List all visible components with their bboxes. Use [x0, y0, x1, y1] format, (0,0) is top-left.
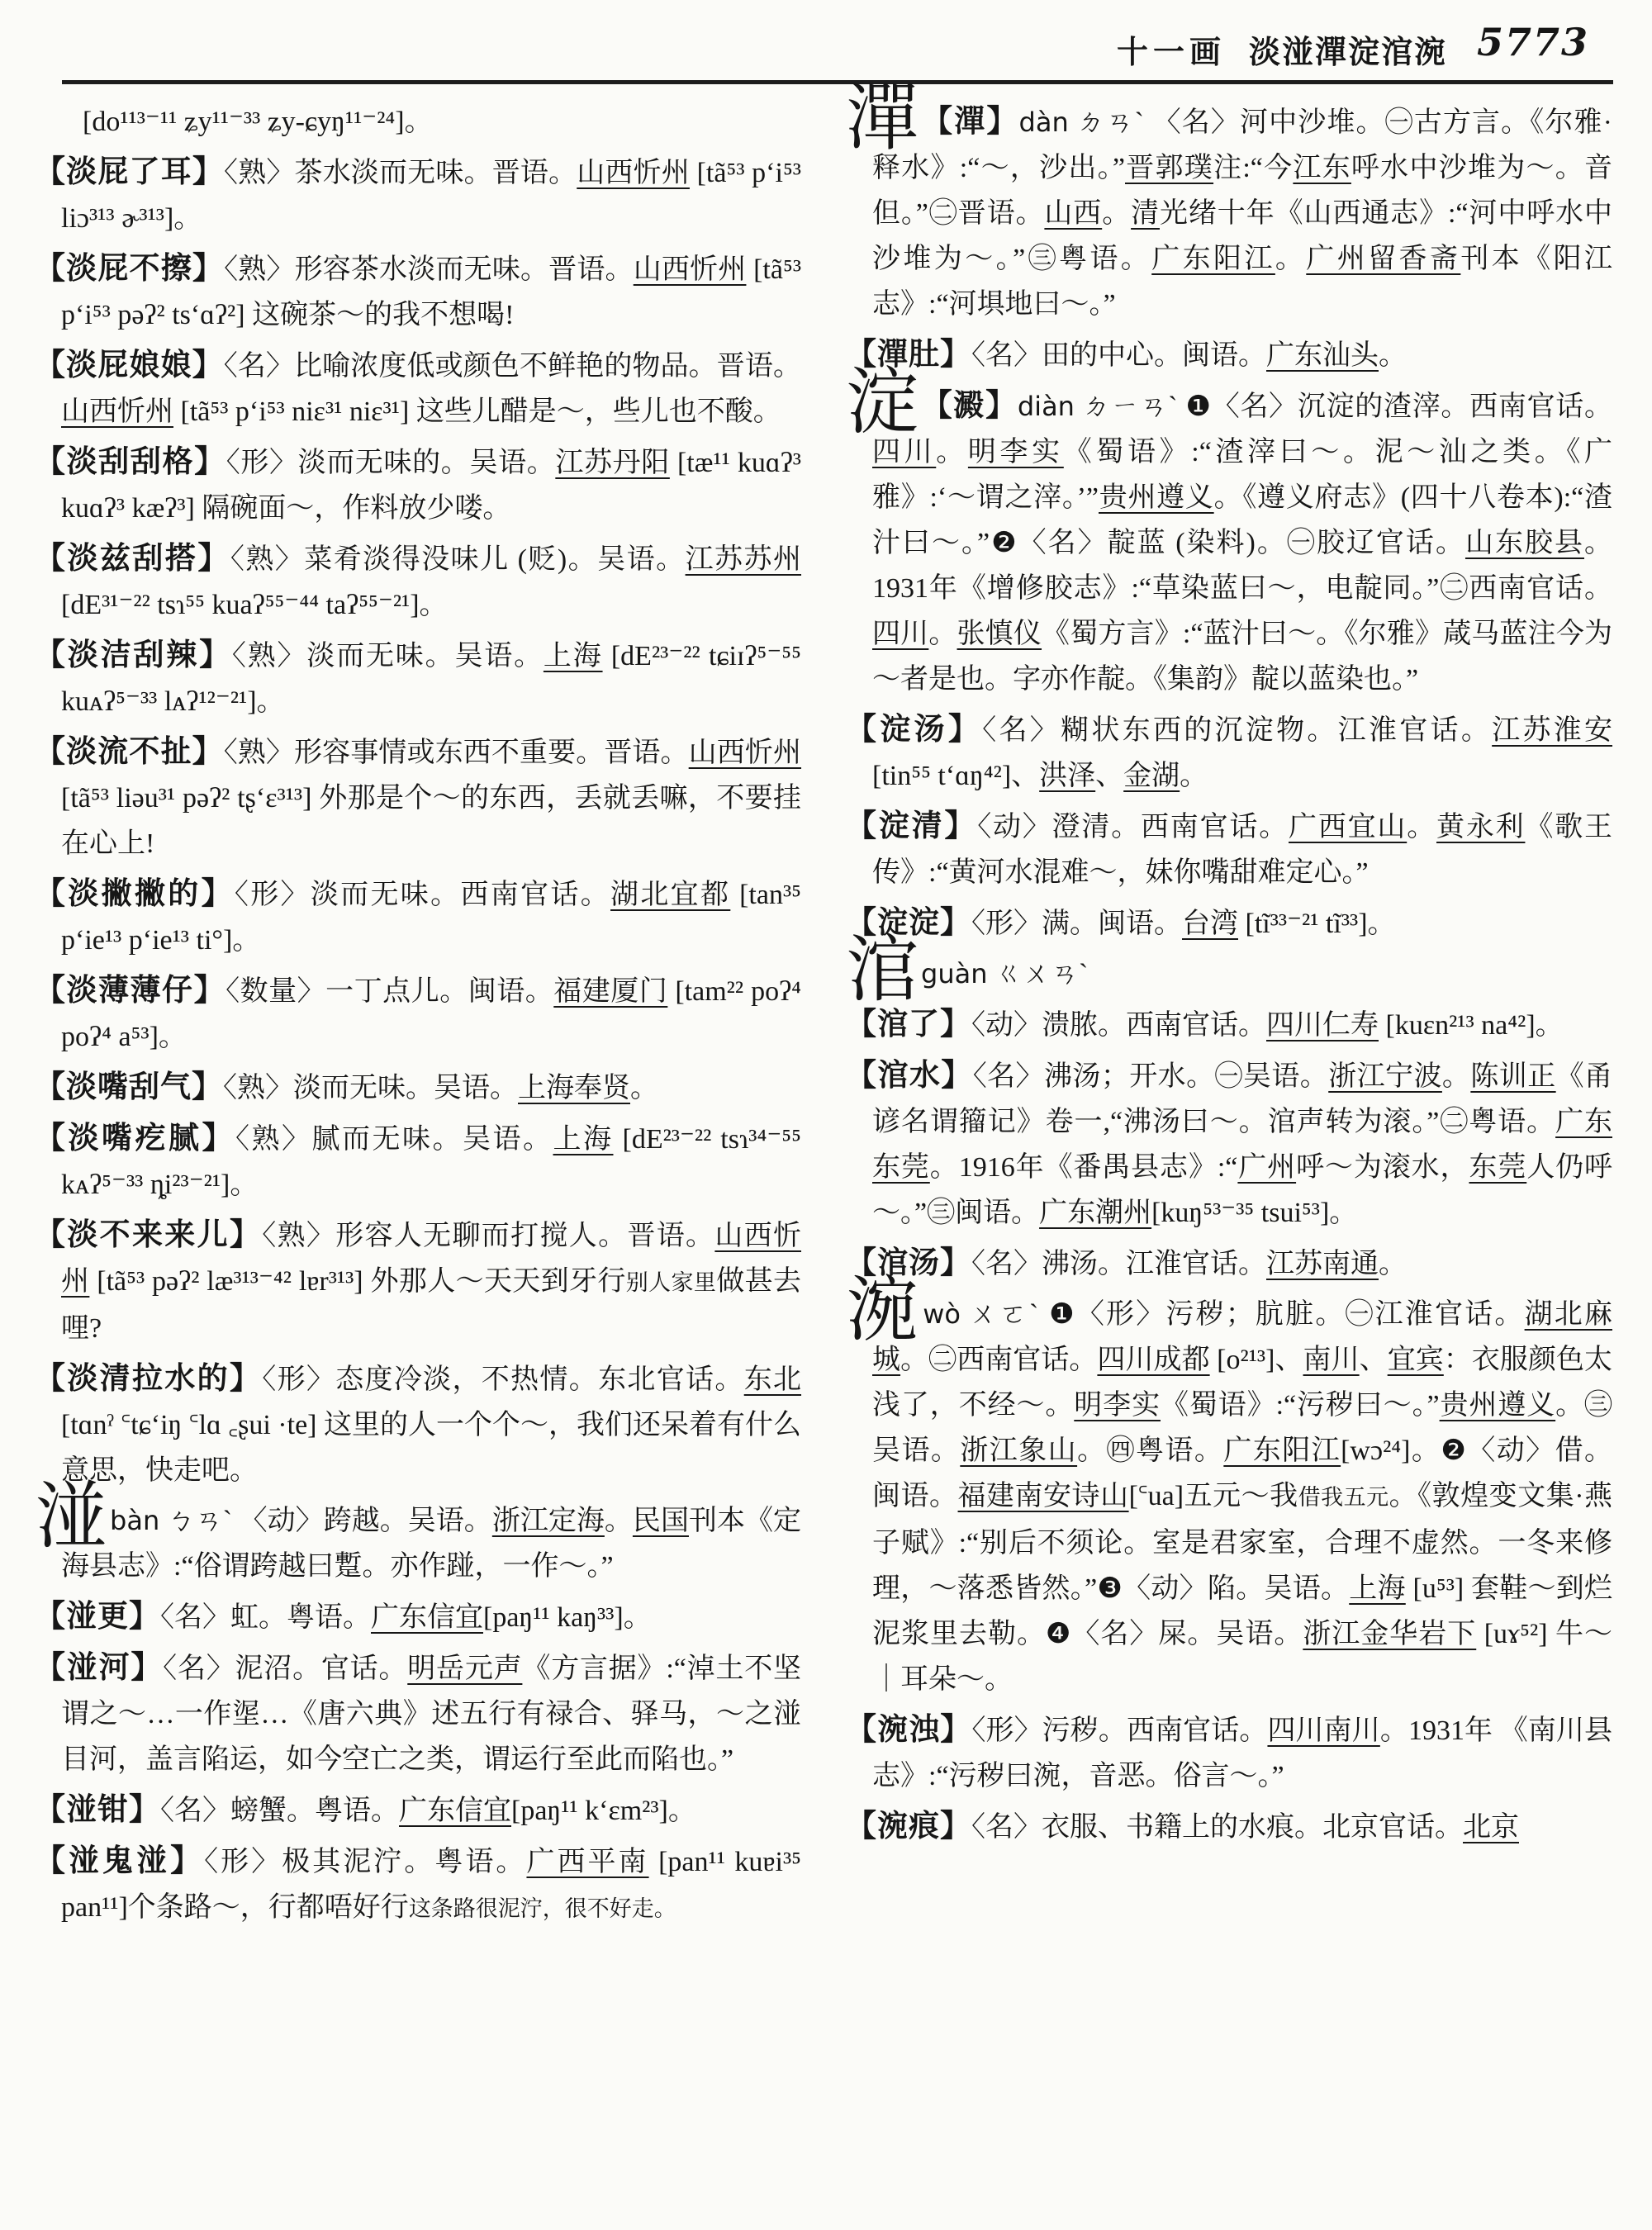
dict-entry: 【淡屁了耳】〈熟〉茶水淡而无味。晋语。山西忻州 [tã⁵³ p‘i⁵³ liɔ³¹³ ɚ³¹³]。 [35, 155, 802, 234]
proper-noun-underlined: 山西忻州 [577, 158, 690, 188]
proper-noun-underlined: 江苏苏州 [685, 544, 802, 575]
section-headword-char: 湴 [35, 1478, 111, 1558]
proper-noun-underlined: 广州留香斋 [1306, 244, 1461, 274]
entry-headword: 【湴河】 [35, 1651, 164, 1685]
entry-headword: 【淡兹刮搭】 [35, 542, 230, 576]
proper-noun-underlined: 东莞 [1469, 1152, 1527, 1183]
entry-headword: 【涴痕】 [846, 1810, 971, 1843]
proper-noun-underlined: 四川南川 [1267, 1715, 1380, 1746]
proper-noun-underlined: 北京 [1463, 1812, 1519, 1843]
small-gloss: 这条路很泥泞，很不好走。 [408, 1896, 676, 1921]
header-rule [62, 80, 1613, 84]
proper-noun-underlined: 民国 [632, 1506, 689, 1536]
dict-entry: 【湴河】〈名〉泥沼。官话。明岳元声《方言据》:“淖土不坚谓之～…一作埿…《唐六典》述五行有禄合、驿马，～之湴目河，盖言陷运，如今空亡之类，谓运行至此而陷也。” [35, 1651, 802, 1775]
entry-headword: 【淡撇撇的】 [35, 877, 235, 911]
small-gloss: 借我五元 [1298, 1485, 1389, 1510]
entry-headword: 【淡流不扯】 [35, 735, 224, 769]
pinyin: dàn [1018, 107, 1069, 138]
entry-headword: 【湴钳】 [35, 1793, 160, 1827]
dict-entry: 【淡兹刮搭】〈熟〉菜肴淡得没味儿 (贬)。吴语。江苏苏州 [dE³¹⁻²² tsɿ⁵⁵ kuaʔ⁵⁵⁻⁴⁴ taʔ⁵⁵⁻²¹]。 [35, 542, 802, 620]
dict-entry: 【淡屁娘娘】〈名〉比喻浓度低或颜色不鲜艳的物品。晋语。山西忻州 [tã⁵³ p‘i⁵³ niɛ³¹ niɛ³¹] 这些儿醋是～，些儿也不酸。 [35, 349, 802, 427]
dict-entry: 【涴痕】〈名〉衣服、书籍上的水痕。北京官话。北京 [846, 1810, 1519, 1843]
pinyin: bàn [110, 1505, 160, 1536]
dict-entry: 【淡嘴疙腻】〈熟〉腻而无味。吴语。上海 [dE²³⁻²² tsɿ³⁴⁻⁵⁵ kᴀʔ⁵⁻³³ ȵi²³⁻²¹]。 [35, 1122, 802, 1200]
proper-noun-underlined: 广西宜山 [1289, 812, 1408, 842]
section-headword-char: 淀 [846, 363, 922, 444]
proper-noun-underlined: 宜宾 [1387, 1345, 1444, 1375]
entry-headword: 【淡不来来儿】 [35, 1218, 263, 1252]
proper-noun-underlined: 明李实 [967, 437, 1064, 467]
proper-noun-underlined: 山西 [1044, 198, 1103, 229]
proper-noun-underlined: 浙江象山 [960, 1435, 1078, 1466]
proper-noun-underlined: 广东信宜 [399, 1796, 511, 1826]
dict-entry: 涴wò ㄨㄛˋ ❶〈形〉污秽；肮脏。㊀江淮官话。湖北麻城。㊁西南官话。四川成都 [o²¹³]、南川、宜宾：衣服颜色太浅了，不经～。明李实《蜀语》:“污秽曰～。”贵州遵义。㊂吴语。浙江象山。㊃粤语。广东阳江[wɔ²⁴]。❷〈动〉借。闽语。福建南安诗山[꜂ua]五元～我借我五元。《敦煌变文集·燕子赋》:“别后不须论。室是君家室，合理不虚然。一冬来修理，～落悉皆然。”❸〈动〉陷。吴语。上海 [u⁵³] 套鞋～到烂泥浆里去勒。❹〈名〉屎。吴语。浙江金华岩下 [uɤ⁵²] 牛～｜耳朵～。 [846, 1271, 1613, 1695]
entry-headword: 【潬肚】 [846, 338, 971, 372]
dict-entry: 【淡洁刮辣】〈熟〉淡而无味。吴语。上海 [dE²³⁻²² tɕiɪʔ⁵⁻⁵⁵ kuᴀʔ⁵⁻³³ lᴀʔ¹²⁻²¹]。 [35, 638, 802, 717]
entry-headword: 【湴鬼湴】 [35, 1844, 205, 1878]
proper-noun-underlined: 江苏淮安 [1492, 715, 1613, 746]
entry-headword: 【淡清拉水的】 [35, 1362, 263, 1396]
proper-noun-underlined: 明李实 [1074, 1390, 1161, 1421]
proper-noun-underlined: 贵州遵义 [1099, 482, 1214, 513]
proper-noun-underlined: 广东信宜 [371, 1602, 483, 1633]
dict-entry: 【淡嘴刮气】〈熟〉淡而无味。吴语。上海奉贤。 [35, 1070, 658, 1104]
proper-noun-underlined: 浙江宁波 [1328, 1061, 1442, 1092]
proper-noun-underlined: 四川 [872, 437, 937, 467]
proper-noun-underlined: 清 [1131, 198, 1160, 229]
dict-entry: 【淡刮刮格】〈形〉淡而无味的。吴语。江苏丹阳 [tæ¹¹ kuɑʔ³ kuɑʔ³ kæʔ³] 隔碗面～，作料放少喽。 [35, 445, 801, 524]
proper-noun-underlined: 陈训正 [1470, 1061, 1556, 1092]
dict-entry: 【涴浊】〈形〉污秽。西南官话。四川南川。1931年 《南川县志》:“污秽曰涴，音恶。俗言～。” [846, 1713, 1613, 1791]
proper-noun-underlined: 明岳元声 [407, 1654, 523, 1684]
proper-noun-underlined: 广东汕头 [1266, 340, 1379, 371]
proper-noun-underlined: 东北 [743, 1364, 802, 1395]
entry-headword: 【湴更】 [35, 1600, 160, 1634]
entry-headword: 【涫了】 [846, 1008, 971, 1041]
dict-entry: 【淡屁不擦】〈熟〉形容茶水淡而无味。晋语。山西忻州 [tã⁵³ p‘i⁵³ pəʔ² ts‘ɑʔ²] 这碗茶～的我不想喝! [35, 252, 802, 330]
proper-noun-underlined: 山西忻州 [61, 1221, 802, 1297]
proper-noun-underlined: 广西平南 [526, 1847, 649, 1877]
proper-noun-underlined: 南川 [1303, 1345, 1360, 1375]
proper-noun-underlined: 上海 [1349, 1573, 1406, 1604]
dict-entry: 淀【澱】diàn ㄉㄧㄢˋ ❶〈名〉沉淀的渣滓。西南官话。四川。明李实《蜀语》:“渣滓曰～。泥～汕之类。《广雅》:‘～谓之滓。’”贵州遵义。《遵义府志》(四十八卷本):“渣汁曰～。”❷〈名〉靛蓝 (染料)。㊀胶辽官话。山东胶县。1931年《增修胶志》:“草染蓝曰～，电靛同。”㊁西南官话。四川。张慎仪《蜀方言》:“蓝汁曰～。《尔雅》葴马蓝注今为～者是也。字亦作靛。《集韵》靛以蓝染也。” [846, 363, 1613, 695]
dict-entry: 【淡撇撇的】〈形〉淡而无味。西南官话。湖北宜都 [tan³⁵ p‘ie¹³ p‘ie¹³ ti°]。 [35, 877, 802, 956]
dict-entry: 湴bàn ㄅㄢˋ 〈动〉跨越。吴语。浙江定海。民国刊本《定海县志》:“俗谓跨越曰蹔。亦作踫，一作～。” [35, 1478, 802, 1582]
header-char-range: 淡湴潬淀涫涴 [1249, 36, 1448, 70]
dict-entry: 【湴钳】〈名〉螃蟹。粤语。广东信宜[paŋ¹¹ k‘ɛm²³]。 [35, 1793, 696, 1827]
proper-noun-underlined: 广州 [1237, 1152, 1297, 1183]
entry-headword: 【澱】 [921, 389, 1018, 423]
proper-noun-underlined: 四川仁寿 [1266, 1010, 1379, 1041]
dict-entry: 【湴鬼湴】〈形〉极其泥泞。粤语。广西平南 [pan¹¹ kuɐi³⁵ pan¹¹]个条路～，行都唔好行这条路很泥泞，很不好走。 [35, 1844, 802, 1923]
proper-noun-underlined: 四川 [872, 619, 929, 649]
proper-noun-underlined: 广东阳江 [1223, 1435, 1341, 1466]
entry-headword: 【淡屁不擦】 [35, 252, 225, 286]
proper-noun-underlined: 台湾 [1182, 909, 1238, 939]
proper-noun-underlined: 四川成都 [1097, 1345, 1210, 1375]
entry-headword: 【淡嘴疙腻】 [35, 1122, 235, 1155]
dict-entry: 【淀清】〈动〉澄清。西南官话。广西宜山。黄永利《歌王传》:“黄河水混难～，妹你嘴甜难定心。” [846, 809, 1613, 888]
small-gloss: 别人家里 [625, 1270, 717, 1295]
entry-headword: 【涫汤】 [846, 1246, 971, 1280]
right-column [846, 79, 1613, 1855]
proper-noun-underlined: 广东潮州 [1039, 1198, 1152, 1228]
entry-headword: 【涴浊】 [846, 1713, 972, 1747]
proper-noun-underlined: 福建南安诗山 [957, 1481, 1129, 1511]
entry-headword: 【淡洁刮辣】 [35, 638, 232, 672]
proper-noun-underlined: 浙江定海 [491, 1506, 605, 1536]
proper-noun-underlined: 福建厦门 [553, 976, 668, 1007]
left-column [35, 99, 801, 1937]
dict-entry: 【涫汤】〈名〉沸汤。江淮官话。江苏南通。 [846, 1246, 1407, 1280]
proper-noun-underlined: 山东胶县 [1464, 528, 1585, 558]
pinyin: diàn [1017, 391, 1075, 422]
proper-noun-underlined: 广东阳江 [1151, 244, 1275, 274]
proper-noun-underlined: 山西忻州 [688, 738, 802, 768]
dict-entry: 【涫水】〈名〉沸汤；开水。㊀吴语。浙江宁波。陈训正《甬谚名谓籀记》卷一,“沸汤曰～。涫声转为滚。”㊁粤语。广东东莞。1916年《番禺县志》:“广州呼～为滚水，东莞人仍呼～。”㊂闽语。广东潮州[kuŋ⁵³⁻³⁵ tsui⁵³]。 [846, 1059, 1613, 1228]
dict-entry: [do¹¹³⁻¹¹ ʑy¹¹⁻³³ ʑy-ɕyŋ¹¹⁻²⁴]。 [83, 107, 433, 137]
dict-entry: 【潬肚】〈名〉田的中心。闽语。广东汕头。 [846, 338, 1407, 372]
proper-noun-underlined: 浙江金华岩下 [1303, 1619, 1477, 1649]
entry-headword: 【淀清】 [846, 809, 978, 843]
dict-entry: 【淡薄薄仔】〈数量〉一丁点儿。闽语。福建厦门 [tam²² poʔ⁴ poʔ⁴ a⁵³]。 [35, 974, 802, 1052]
proper-noun-underlined: 张慎仪 [957, 619, 1042, 649]
entry-headword: 【淡屁了耳】 [35, 155, 225, 189]
entry-headword: 【淡屁娘娘】 [35, 349, 224, 382]
dict-entry: 【淀淀】〈形〉满。闽语。台湾 [tĩ³³⁻²¹ tĩ³³]。 [846, 906, 1396, 940]
proper-noun-underlined: 上海 [543, 641, 603, 671]
proper-noun-underlined: 金湖 [1123, 761, 1180, 791]
pinyin: guàn [921, 958, 988, 989]
pinyin: wò [923, 1298, 961, 1330]
proper-noun-underlined: 广东东莞 [872, 1107, 1612, 1183]
proper-noun-underlined: 山西忻州 [633, 254, 747, 285]
dict-entry: 涫guàn ㄍㄨㄢˋ [846, 931, 1089, 1011]
dict-entry: 【涫了】〈动〉溃脓。西南官话。四川仁寿 [kuɛn²¹³ na⁴²]。 [846, 1008, 1564, 1041]
page-header [0, 15, 1652, 73]
entry-headword: 【淡嘴刮气】 [35, 1070, 223, 1104]
dict-entry: 【淡清拉水的】〈形〉态度冷淡，不热情。东北官话。东北 [tɑnˀ ꜂tɕ‘iŋ ꜂lɑ ꜀ʂui ·te] 这里的人一个个～，我们还呆着有什么意思，快走吧。 [35, 1362, 802, 1486]
proper-noun-underlined: 上海 [553, 1124, 614, 1155]
proper-noun-underlined: 黄永利 [1436, 812, 1526, 842]
dict-entry: 【淡不来来儿】〈熟〉形容人无聊而打搅人。晋语。山西忻州 [tã⁵³ pəʔ² læ³¹³⁻⁴² lɐr³¹³] 外那人～天天到牙行别人家里做甚去哩? [35, 1218, 802, 1344]
proper-noun-underlined: 湖北麻城 [872, 1299, 1612, 1375]
proper-noun-underlined: 湖北宜都 [610, 880, 731, 910]
dict-entry: 【淡流不扯】〈熟〉形容事情或东西不重要。晋语。山西忻州 [tã⁵³ liəu³¹ pəʔ² tʂ‘ɛ³¹³] 外那是个～的东西，丢就丢嘛，不要挂在心上! [35, 735, 802, 859]
proper-noun-underlined: 山西忻州 [61, 396, 173, 427]
page-number: 5773 [1477, 20, 1590, 64]
entry-headword: 【淀汤】 [846, 713, 983, 747]
entry-headword: 【涫水】 [846, 1059, 973, 1093]
header-stroke-section: 十一画 [1117, 36, 1227, 70]
entry-headword: 【淡刮刮格】 [35, 445, 226, 479]
entry-headword: 【淀淀】 [846, 906, 971, 940]
dict-entry: 【淀汤】〈名〉糊状东西的沉淀物。江淮官话。江苏淮安 [tin⁵⁵ t‘ɑŋ⁴²]、洪泽、金湖。 [846, 713, 1613, 791]
entry-headword: 【淡薄薄仔】 [35, 974, 226, 1008]
section-headword-char: 涴 [846, 1271, 923, 1351]
proper-noun-underlined: 江东 [1293, 153, 1351, 183]
entry-headword: 【潬】 [922, 105, 1019, 139]
dict-entry: 潬【潬】dàn ㄉㄢˋ 〈名〉河中沙堆。㊀古方言。《尔雅·释水》:“～，沙出。”晋郭璞注:“今江东呼水中沙堆为～。音但。”㊁晋语。山西。清光绪十年《山西通志》:“河中呼水中沙堆为～。”㊂粤语。广东阳江。广州留香斋刊本《阳江志》:“河埧地曰～。” [846, 79, 1613, 320]
proper-noun-underlined: 上海奉贤 [518, 1073, 630, 1103]
section-headword-char: 潬 [846, 79, 923, 159]
dict-entry: 【湴更】〈名〉虹。粤语。广东信宜[paŋ¹¹ kaŋ³³]。 [35, 1600, 652, 1634]
section-headword-char: 涫 [846, 931, 922, 1011]
proper-noun-underlined: 晋郭璞 [1125, 153, 1214, 183]
proper-noun-underlined: 江苏丹阳 [555, 448, 670, 478]
proper-noun-underlined: 洪泽 [1039, 761, 1096, 791]
proper-noun-underlined: 贵州遵义 [1439, 1390, 1556, 1421]
proper-noun-underlined: 江苏南通 [1266, 1249, 1379, 1279]
